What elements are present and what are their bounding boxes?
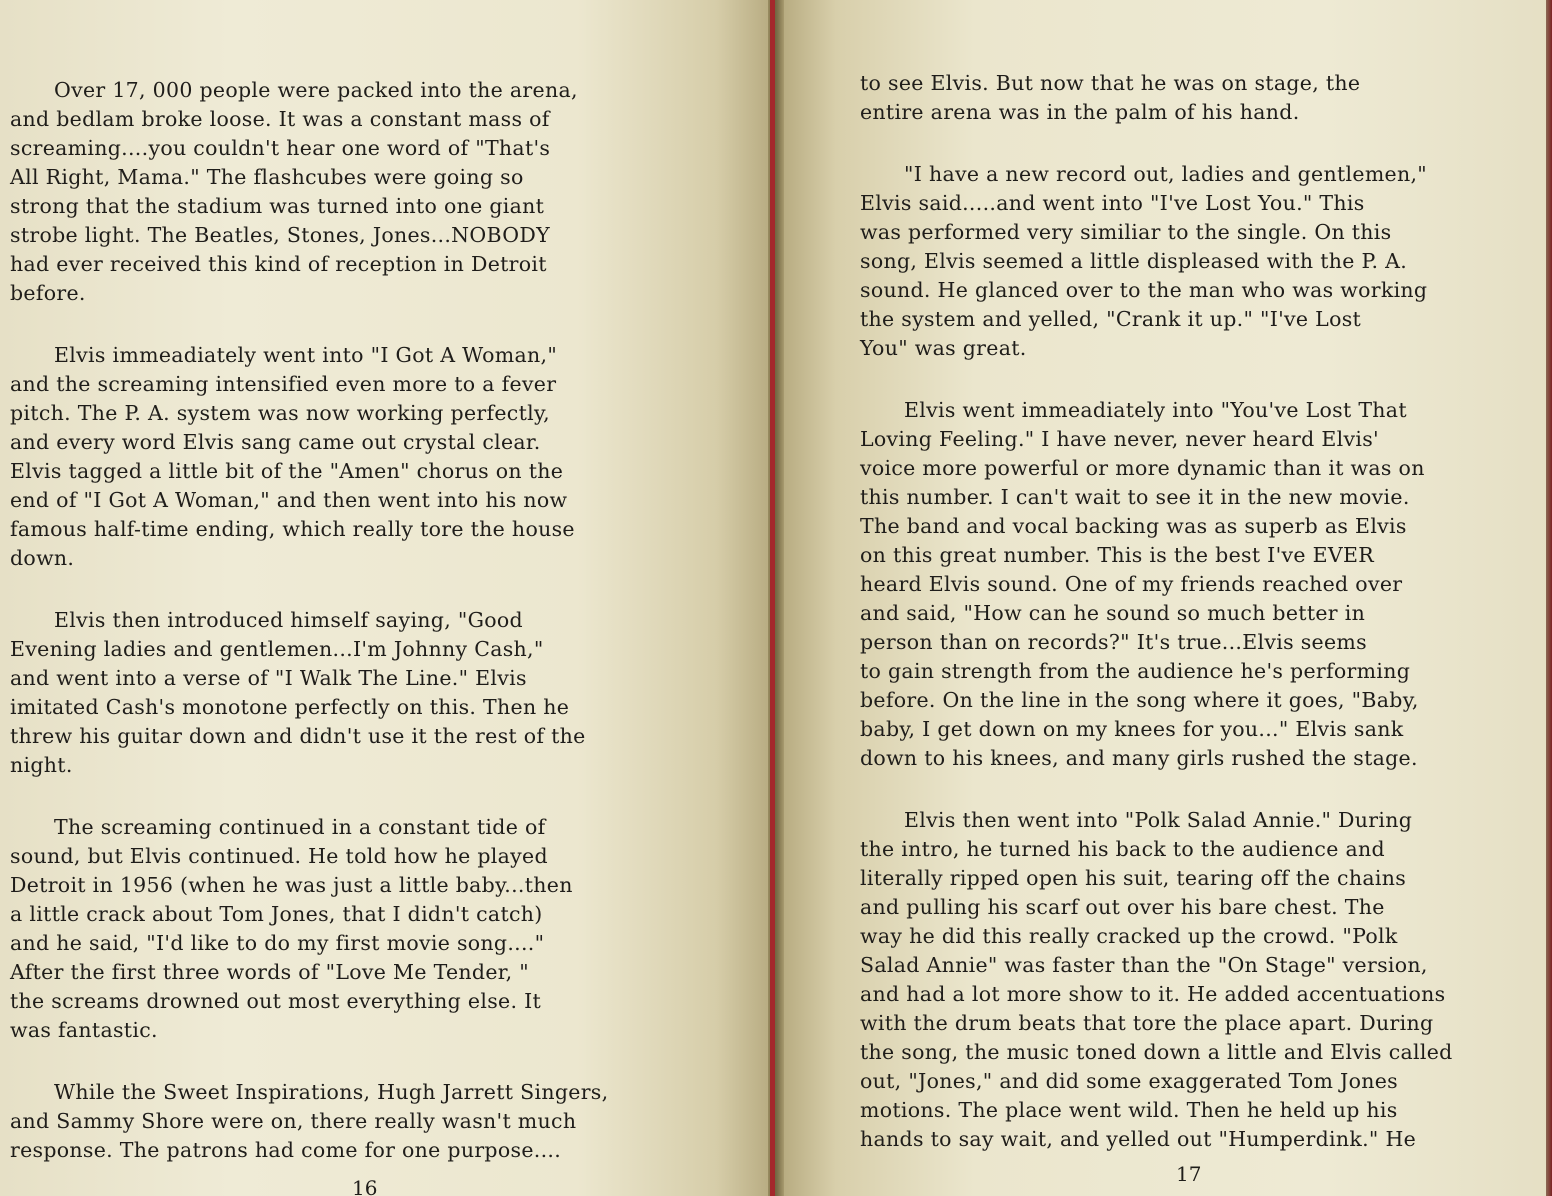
text-line: pitch. The P. A. system was now working perfectly, xyxy=(10,401,550,425)
text-line: famous half-time ending, which really tore the house xyxy=(10,517,575,541)
text-line: Elvis said.....and went into "I've Lost You." This xyxy=(860,191,1365,215)
page-edge xyxy=(1546,0,1552,1196)
text-line: The screaming continued in a constant tide of xyxy=(54,815,546,839)
text-line: and had a lot more show to it. He added accentuations xyxy=(860,982,1446,1006)
text-line: and he said, "I'd like to do my first movie song...." xyxy=(10,931,545,955)
text-line: Elvis then went into "Polk Salad Annie." During xyxy=(904,808,1413,832)
text-line: Elvis tagged a little bit of the "Amen" chorus on the xyxy=(10,459,564,483)
text-line: screaming....you couldn't hear one word of "That's xyxy=(10,136,551,160)
text-line: before. xyxy=(10,281,86,305)
text-line: baby, I get down on my knees for you..." Elvis sank xyxy=(860,717,1404,741)
left-page-text xyxy=(10,76,710,1196)
text-line: "I have a new record out, ladies and gentlemen," xyxy=(904,162,1428,186)
text-line: Salad Annie" was faster than the "On Stage" version, xyxy=(860,953,1428,977)
text-line: with the drum beats that tore the place apart. During xyxy=(860,1011,1434,1035)
text-line: song, Elvis seemed a little displeased with the P. A. xyxy=(860,249,1408,273)
right-page-text xyxy=(860,69,1540,1187)
text-line: and said, "How can he sound so much better in xyxy=(860,601,1366,625)
text-line: threw his guitar down and didn't use it the rest of the xyxy=(10,724,586,748)
spine-binding-strip xyxy=(770,0,775,1196)
text-line: to see Elvis. But now that he was on stage, the xyxy=(860,71,1361,95)
text-line: voice more powerful or more dynamic than it was on xyxy=(860,456,1425,480)
text-line: While the Sweet Inspirations, Hugh Jarrett Singers, xyxy=(54,1080,609,1104)
text-line: Elvis went immeadiately into "You've Lost That xyxy=(904,398,1407,422)
text-line: night. xyxy=(10,753,73,777)
paragraph xyxy=(10,76,710,308)
text-line: the system and yelled, "Crank it up." "I've Lost xyxy=(860,307,1362,331)
text-line: Loving Feeling." I have never, never heard Elvis' xyxy=(860,427,1379,451)
text-line: was performed very similiar to the single. On this xyxy=(860,220,1392,244)
paragraph xyxy=(860,806,1540,1154)
text-line: literally ripped open his suit, tearing off the chains xyxy=(860,866,1407,890)
text-line: response. The patrons had come for one purpose.... xyxy=(10,1138,562,1162)
text-line: The band and vocal backing was as superb as Elvis xyxy=(860,514,1407,538)
paragraph xyxy=(10,606,710,780)
paragraph xyxy=(860,160,1540,363)
text-line: the screams drowned out most everything else. It xyxy=(10,989,542,1013)
text-line: out, "Jones," and did some exaggerated Tom Jones xyxy=(860,1069,1398,1093)
text-line: down. xyxy=(10,546,75,570)
text-line: on this great number. This is the best I've EVER xyxy=(860,543,1375,567)
text-line: hands to say wait, and yelled out "Humperdink." He xyxy=(860,1127,1417,1151)
text-line: was fantastic. xyxy=(10,1018,158,1042)
text-line: the intro, he turned his back to the audience and xyxy=(860,837,1385,861)
paragraph xyxy=(860,69,1540,127)
text-line: and Sammy Shore were on, there really wasn't much xyxy=(10,1109,577,1133)
text-line: Evening ladies and gentlemen...I'm Johnny Cash," xyxy=(10,637,544,661)
text-line: this number. I can't wait to see it in the new movie. xyxy=(860,485,1410,509)
text-line: the song, the music toned down a little and Elvis called xyxy=(860,1040,1453,1064)
text-line: way he did this really cracked up the crowd. "Polk xyxy=(860,924,1398,948)
text-line: Elvis then introduced himself saying, "Good xyxy=(54,608,523,632)
text-line: sound. He glanced over to the man who was working xyxy=(860,278,1428,302)
text-line: a little crack about Tom Jones, that I didn't catch) xyxy=(10,902,543,926)
text-line: person than on records?" It's true...Elvis seems xyxy=(860,630,1367,654)
text-line: All Right, Mama." The flashcubes were going so xyxy=(10,165,524,189)
text-line: motions. The place went wild. Then he held up his xyxy=(860,1098,1398,1122)
text-line: strong that the stadium was turned into one giant xyxy=(10,194,545,218)
text-line: and pulling his scarf out over his bare chest. The xyxy=(860,895,1385,919)
text-line: to gain strength from the audience he's performing xyxy=(860,659,1411,683)
page-number-left: 16 xyxy=(352,1176,378,1196)
text-line: Over 17, 000 people were packed into the arena, xyxy=(54,78,578,102)
text-line: down to his knees, and many girls rushed the stage. xyxy=(860,746,1418,770)
text-line: and the screaming intensified even more to a fever xyxy=(10,372,557,396)
paragraph xyxy=(10,1078,710,1165)
text-line: Elvis immeadiately went into "I Got A Woman," xyxy=(54,343,558,367)
text-line: strobe light. The Beatles, Stones, Jones...NOBODY xyxy=(10,223,550,247)
text-line: After the first three words of "Love Me Tender, " xyxy=(10,960,529,984)
text-line: imitated Cash's monotone perfectly on this. Then he xyxy=(10,695,570,719)
text-line: and bedlam broke loose. It was a constant mass of xyxy=(10,107,550,131)
page-number-right: 17 xyxy=(1176,1162,1202,1186)
paragraph xyxy=(10,341,710,573)
text-line: before. On the line in the song where it goes, "Baby, xyxy=(860,688,1419,712)
paragraph xyxy=(10,813,710,1045)
text-line: end of "I Got A Woman," and then went into his now xyxy=(10,488,568,512)
text-line: You" was great. xyxy=(860,336,1027,360)
text-line: and went into a verse of "I Walk The Line." Elvis xyxy=(10,666,527,690)
text-line: entire arena was in the palm of his hand. xyxy=(860,100,1300,124)
text-line: Detroit in 1956 (when he was just a little baby...then xyxy=(10,873,573,897)
text-line: had ever received this kind of reception in Detroit xyxy=(10,252,547,276)
text-line: heard Elvis sound. One of my friends reached over xyxy=(860,572,1403,596)
paragraph xyxy=(860,396,1540,773)
text-line: sound, but Elvis continued. He told how he played xyxy=(10,844,548,868)
text-line: and every word Elvis sang came out crystal clear. xyxy=(10,430,541,454)
